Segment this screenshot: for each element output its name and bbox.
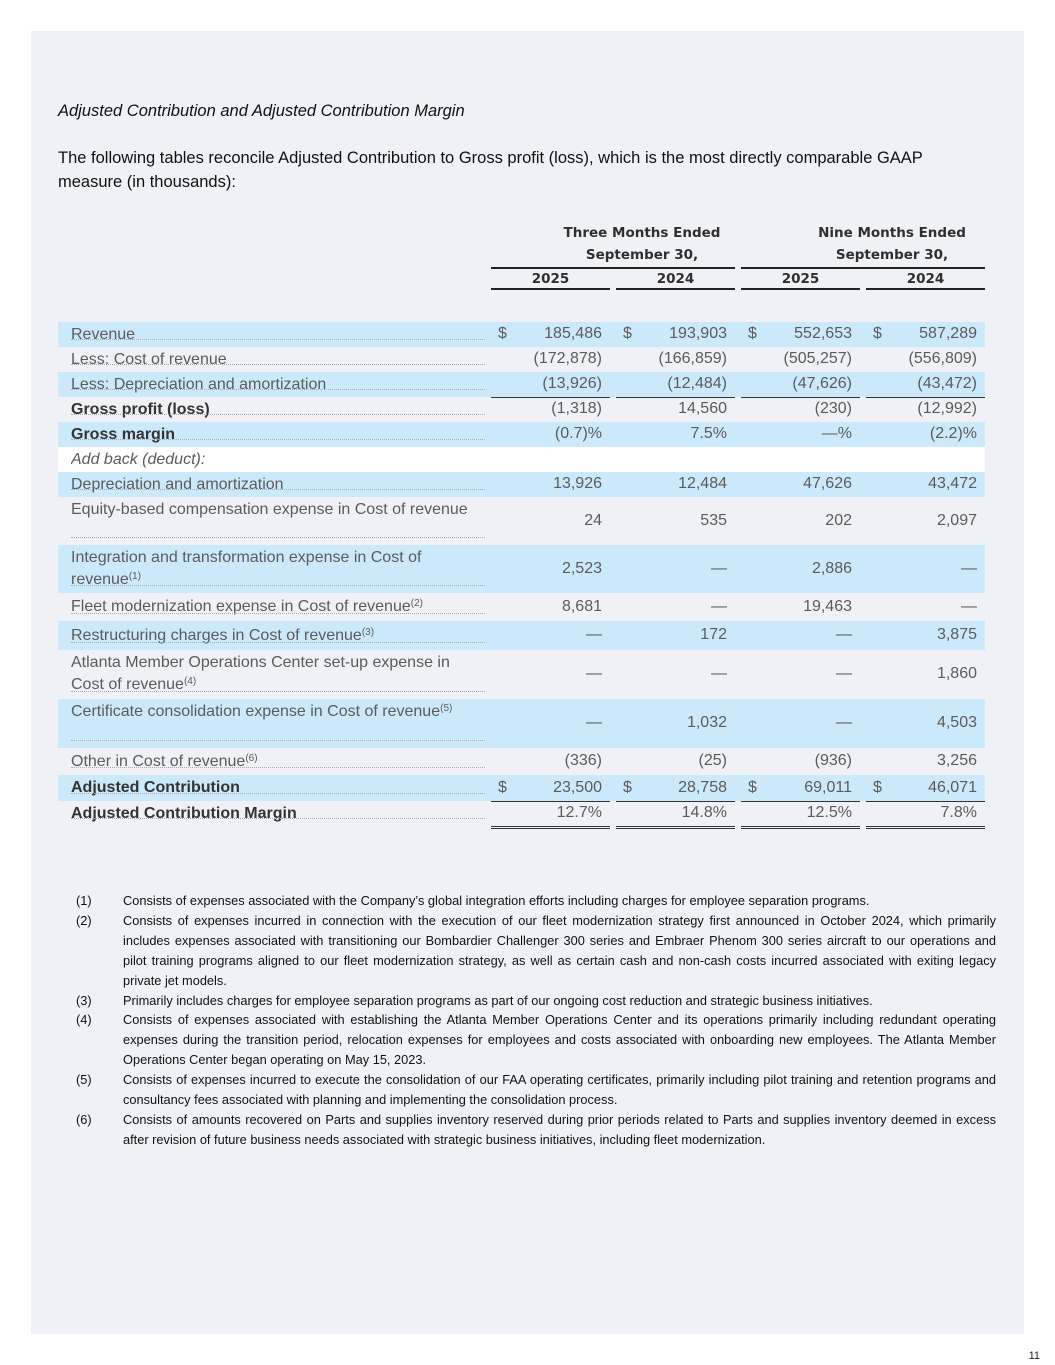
dot-leader [71, 793, 485, 794]
cell-value: 4,503 [936, 714, 977, 731]
cell-value: 535 [700, 512, 727, 529]
currency-symbol: $ [873, 325, 882, 342]
value-cell [866, 775, 985, 802]
table-row [58, 545, 985, 593]
cell-value: 1,032 [686, 714, 727, 731]
cell-value: (172,878) [533, 350, 602, 367]
header-line2: September 30, [585, 247, 699, 263]
cell-value: (43,472) [917, 375, 977, 392]
value-cell [491, 593, 610, 621]
currency-symbol: $ [873, 779, 882, 796]
table-row [58, 447, 985, 472]
dot-leader [71, 740, 485, 741]
cell-value: (2.2)% [929, 425, 977, 442]
cell-value: (0.7)% [554, 425, 602, 442]
dot-leader [71, 489, 485, 490]
row-label [71, 349, 471, 371]
row-label [71, 474, 471, 496]
value-cell [741, 322, 860, 347]
footnote-text: Primarily includes charges for employee separation programs as part of our ongoing cost reduction and strategic business initiatives. [123, 992, 873, 1008]
dot-leader [71, 364, 485, 365]
value-cell [616, 775, 735, 802]
row-label [71, 777, 471, 799]
row-label [71, 424, 471, 446]
value-cell [741, 775, 860, 802]
value-cell [491, 545, 610, 593]
cell-value: 2,523 [561, 560, 602, 577]
footnote [76, 991, 996, 1011]
value-cell [741, 447, 860, 472]
cell-value: (1,318) [551, 400, 602, 417]
row-label [71, 652, 471, 696]
footnote-ref: (5) [440, 703, 453, 714]
cell-value: (936) [814, 752, 852, 769]
value-cell [616, 447, 735, 472]
row-label [71, 701, 471, 723]
row-label-text: Integration and transformation expense in Cost of revenue [71, 549, 422, 588]
dot-leader [71, 389, 485, 390]
value-cell [741, 372, 860, 398]
row-label [71, 399, 471, 421]
year-header: 2024 [656, 271, 695, 287]
dot-leader [71, 818, 485, 819]
cell-value: —% [821, 425, 852, 442]
footnote-text: Consists of expenses incurred in connection with the execution of our fleet modernization strategy first announced in October 2024, which primarily includes expenses associated with transitioning our Bombardier Challenger 300 series and Embraer Phenom 300 series aircraft to our operations and pilot training programs aligned to our fleet modernization strategy, as well as certain cash and non-cash costs incurred associated with exiting legacy private jet models. [123, 912, 996, 988]
cell-value: 7.5% [690, 425, 727, 442]
row-label [71, 449, 471, 471]
footnote-ref: (4) [183, 676, 197, 687]
footnote [76, 911, 996, 991]
footnote-number: (1) [76, 893, 92, 908]
cell-value: 3,256 [936, 752, 977, 769]
footnote [76, 1070, 996, 1110]
value-cell [741, 422, 860, 447]
cell-value: 1,860 [936, 665, 977, 682]
value-cell [741, 801, 860, 829]
intro-paragraph: The following tables reconcile Adjusted Contribution to Gross profit (loss), which is the most directly comparable GAAP measure (in thousands): [58, 149, 923, 191]
dot-leader [71, 642, 485, 643]
table-row [58, 801, 985, 826]
value-cell [866, 748, 985, 776]
footnote-text: Consists of expenses associated with establishing the Atlanta Member Operations Center and its operations primarily including redundant operating expenses during the transition period, relocation expenses for employees and costs associated with onboarding new employees. The Atlanta Member Operations Center began operating on May 15, 2023. [123, 1012, 996, 1068]
document-page [31, 31, 1024, 1334]
value-cell [866, 372, 985, 398]
cell-value: — [586, 714, 602, 731]
table-row [58, 593, 985, 621]
table-row [58, 497, 985, 545]
footnote-number: (5) [76, 1072, 92, 1088]
currency-symbol: $ [748, 779, 757, 796]
value-cell [866, 447, 985, 472]
cell-value: 2,886 [811, 560, 852, 577]
currency-symbol: $ [623, 779, 632, 796]
year-rule [741, 288, 860, 290]
cell-value: — [961, 598, 977, 615]
row-label [71, 625, 471, 647]
value-cell [741, 650, 860, 699]
cell-value: — [836, 626, 852, 643]
table-row [58, 472, 985, 497]
row-label-text: Restructuring charges in Cost of revenue [71, 627, 362, 644]
footnote-ref: (3) [361, 627, 375, 638]
value-cell [741, 472, 860, 497]
row-label [71, 499, 471, 521]
table-row [58, 372, 985, 397]
cell-value: 2,097 [936, 512, 977, 529]
header-rule [741, 267, 985, 269]
cell-value: — [961, 560, 977, 577]
currency-symbol: $ [498, 779, 507, 796]
value-cell [866, 621, 985, 650]
header-line2: September 30, [835, 247, 949, 263]
row-label-text: Revenue [71, 326, 136, 343]
cell-value: 43,472 [928, 475, 977, 492]
dot-leader [71, 414, 485, 415]
cell-value: 12,484 [678, 475, 727, 492]
value-cell [491, 650, 610, 699]
value-cell [741, 699, 860, 748]
footnote-text: Consists of amounts recovered on Parts and supplies inventory reserved during prior periods related to Parts and supplies inventory deemed in excess after revision of future business needs associated with strategic business initiatives, including fleet modernization. [123, 1111, 996, 1147]
cell-value: 23,500 [553, 779, 602, 796]
value-cell [866, 497, 985, 545]
header-line1: Nine Months Ended [818, 225, 966, 241]
row-label-text: Add back (deduct): [71, 451, 206, 468]
cell-value: 172 [700, 626, 727, 643]
year-rule [866, 288, 985, 290]
dot-leader [71, 537, 485, 538]
value-cell [866, 593, 985, 621]
cell-value: (13,926) [542, 375, 602, 392]
value-cell [616, 545, 735, 593]
value-cell [491, 397, 610, 425]
cell-value: — [586, 665, 602, 682]
cell-value: 46,071 [928, 779, 977, 796]
dot-leader [71, 691, 485, 692]
cell-value: (166,859) [658, 350, 727, 367]
value-cell [866, 347, 985, 372]
value-cell [616, 322, 735, 347]
year-header: 2025 [781, 271, 820, 287]
value-cell [741, 593, 860, 621]
value-cell [491, 621, 610, 650]
cell-value: 552,653 [794, 325, 852, 342]
row-label [71, 596, 471, 618]
cell-value: — [836, 714, 852, 731]
value-cell [741, 397, 860, 425]
row-label [71, 374, 471, 396]
value-cell [741, 621, 860, 650]
footnote [76, 1110, 996, 1150]
value-cell [866, 650, 985, 699]
row-label [71, 751, 471, 773]
value-cell [616, 397, 735, 425]
value-cell [866, 472, 985, 497]
currency-symbol: $ [498, 325, 507, 342]
header-line1: Three Months Ended [563, 225, 721, 241]
cell-value: 7.8% [940, 804, 977, 821]
cell-value: 12.5% [806, 804, 852, 821]
footnote-number: (3) [76, 992, 92, 1008]
table-row [58, 775, 985, 801]
cell-value: (25) [698, 752, 727, 769]
value-cell [866, 545, 985, 593]
table-row [58, 347, 985, 372]
cell-value: — [836, 665, 852, 682]
value-cell [616, 472, 735, 497]
dot-leader [71, 613, 485, 614]
table-row [58, 322, 985, 347]
cell-value: — [711, 560, 727, 577]
value-cell [491, 347, 610, 372]
footnote-ref: (2) [410, 598, 423, 609]
footnote [76, 1010, 996, 1070]
value-cell [866, 801, 985, 829]
page-number: 11 [1028, 1350, 1040, 1362]
value-cell [741, 347, 860, 372]
cell-value: (556,809) [908, 350, 977, 367]
cell-value: 193,903 [669, 325, 727, 342]
footnote [76, 891, 996, 911]
row-label-text: Gross profit (loss) [71, 401, 210, 418]
cell-value: 12.7% [556, 804, 602, 821]
cell-value: 13,926 [553, 475, 602, 492]
cell-value: 69,011 [804, 779, 852, 796]
value-cell [866, 322, 985, 347]
year-header: 2024 [906, 271, 945, 287]
cell-value: — [711, 598, 727, 615]
value-cell [616, 699, 735, 748]
value-cell [741, 497, 860, 545]
cell-value: 19,463 [803, 598, 852, 615]
year-rule [616, 288, 735, 290]
dot-leader [71, 339, 485, 340]
value-cell [616, 593, 735, 621]
value-cell [491, 472, 610, 497]
cell-value: 14.8% [681, 804, 727, 821]
value-cell [866, 397, 985, 425]
row-label-text: Adjusted Contribution [71, 779, 240, 796]
row-label-text: Certificate consolidation expense in Cost of revenue [71, 703, 441, 720]
row-label-text: Fleet modernization expense in Cost of revenue [71, 598, 411, 615]
value-cell [491, 801, 610, 829]
cell-value: — [586, 626, 602, 643]
footnote-number: (6) [76, 1111, 92, 1127]
table-row [58, 621, 985, 650]
row-label-text: Atlanta Member Operations Center set-up expense in Cost of revenue [71, 654, 450, 693]
table-row [58, 699, 985, 748]
cell-value: 24 [584, 512, 602, 529]
cell-value: — [711, 665, 727, 682]
value-cell [616, 801, 735, 829]
value-cell [741, 545, 860, 593]
currency-symbol: $ [748, 325, 757, 342]
row-label-text: Depreciation and amortization [71, 476, 284, 493]
footnote-text: Consists of expenses incurred to execute the consolidation of our FAA operating certificates, primarily including pilot training and retention programs and consultancy fees associated with planning and implementing the consolidation process. [123, 1072, 996, 1108]
cell-value: 14,560 [678, 400, 727, 417]
value-cell [491, 699, 610, 748]
cell-value: (230) [814, 400, 852, 417]
cell-value: (47,626) [792, 375, 852, 392]
currency-symbol: $ [623, 325, 632, 342]
value-cell [741, 748, 860, 776]
row-label-text: Less: Depreciation and amortization [71, 376, 327, 393]
dot-leader [71, 439, 485, 440]
footnote-number: (4) [76, 1012, 92, 1028]
table-row [58, 650, 985, 699]
row-label-text: Gross margin [71, 426, 176, 443]
cell-value: 3,875 [936, 626, 977, 643]
table-row [58, 397, 985, 422]
value-cell [491, 447, 610, 472]
value-cell [616, 621, 735, 650]
footnote-ref: (1) [128, 571, 142, 582]
three-months-header [520, 222, 764, 266]
section-heading: Adjusted Contribution and Adjusted Contribution Margin [58, 102, 465, 120]
value-cell [491, 372, 610, 398]
row-label [71, 324, 471, 346]
value-cell [616, 748, 735, 776]
row-label-text: Adjusted Contribution Margin [71, 805, 297, 822]
cell-value: 587,289 [919, 325, 977, 342]
table-row [58, 748, 985, 775]
row-label-text: Equity-based compensation expense in Cost of revenue [71, 501, 468, 518]
cell-value: 28,758 [678, 779, 727, 796]
value-cell [616, 347, 735, 372]
nine-months-header [770, 222, 1014, 266]
value-cell [491, 748, 610, 776]
value-cell [866, 422, 985, 447]
value-cell [616, 372, 735, 398]
row-label-text: Other in Cost of revenue [71, 753, 246, 770]
dot-leader [71, 585, 485, 586]
dot-leader [71, 767, 485, 768]
cell-value: (336) [564, 752, 602, 769]
header-rule [491, 267, 735, 269]
value-cell [616, 650, 735, 699]
cell-value: 47,626 [803, 475, 852, 492]
value-cell [491, 775, 610, 802]
value-cell [491, 497, 610, 545]
cell-value: (12,484) [667, 375, 727, 392]
value-cell [866, 699, 985, 748]
footnotes [76, 891, 996, 1150]
value-cell [616, 497, 735, 545]
row-label [71, 803, 471, 825]
table-row [58, 422, 985, 447]
cell-value: 185,486 [544, 325, 602, 342]
footnote-number: (2) [76, 912, 92, 928]
cell-value: 8,681 [561, 598, 602, 615]
row-label-text: Less: Cost of revenue [71, 351, 227, 368]
cell-value: 202 [825, 512, 852, 529]
value-cell [491, 322, 610, 347]
value-cell [491, 422, 610, 447]
footnote-ref: (6) [245, 753, 258, 764]
footnote-text: Consists of expenses associated with the Company’s global integration efforts including charges for employee separation programs. [123, 893, 870, 908]
year-header: 2025 [531, 271, 570, 287]
year-rule [491, 288, 610, 290]
cell-value: (12,992) [917, 400, 977, 417]
value-cell [616, 422, 735, 447]
cell-value: (505,257) [783, 350, 852, 367]
